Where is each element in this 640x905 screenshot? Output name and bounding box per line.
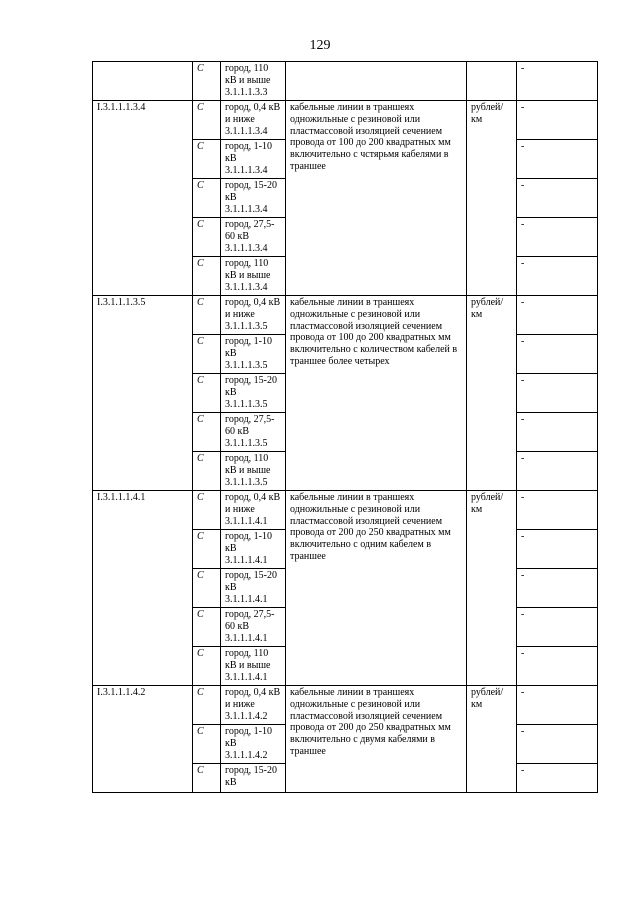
category-cell: город, 1-10 кВ 3.1.1.1.3.4: [221, 140, 286, 179]
unit-cell: [467, 62, 517, 101]
symbol-cell: С: [193, 647, 221, 686]
symbol-cell: С: [193, 62, 221, 101]
category-cell: город, 27,5-60 кВ 3.1.1.1.3.5: [221, 413, 286, 452]
code-cell: I.3.1.1.1.4.2: [93, 686, 193, 793]
category-cell: город, 0,4 кВ и ниже 3.1.1.1.4.2: [221, 686, 286, 725]
category-cell: город, 110 кВ и выше 3.1.1.1.3.3: [221, 62, 286, 101]
description-cell: [286, 62, 467, 101]
value-cell: -: [517, 257, 598, 296]
value-cell: -: [517, 491, 598, 530]
symbol-cell: С: [193, 179, 221, 218]
description-cell: кабельные линии в траншеях одножильные с резиновой или пластмассовой изоляцией сечением провода от 100 до 200 квадратных мм включительно с чстярьмя кабелями в траншее: [286, 101, 467, 296]
symbol-cell: С: [193, 764, 221, 793]
code-cell: [93, 62, 193, 101]
category-cell: город, 15-20 кВ 3.1.1.1.3.4: [221, 179, 286, 218]
value-cell: -: [517, 62, 598, 101]
category-cell: город, 27,5-60 кВ 3.1.1.1.4.1: [221, 608, 286, 647]
unit-cell: рублей/км: [467, 296, 517, 491]
value-cell: -: [517, 686, 598, 725]
code-cell: I.3.1.1.1.3.4: [93, 101, 193, 296]
table-row: [93, 101, 598, 140]
symbol-cell: С: [193, 296, 221, 335]
value-cell: -: [517, 179, 598, 218]
value-cell: -: [517, 296, 598, 335]
category-cell: город, 110 кВ и выше 3.1.1.1.3.4: [221, 257, 286, 296]
category-cell: город, 15-20 кВ 3.1.1.1.3.5: [221, 374, 286, 413]
category-cell: город, 27,5-60 кВ 3.1.1.1.3.4: [221, 218, 286, 257]
value-cell: -: [517, 647, 598, 686]
symbol-cell: С: [193, 101, 221, 140]
table-row: [93, 491, 598, 530]
table-row: [93, 296, 598, 335]
value-cell: -: [517, 608, 598, 647]
category-cell: город, 0,4 кВ и ниже 3.1.1.1.4.1: [221, 491, 286, 530]
tariff-table: [92, 61, 598, 793]
category-cell: город, 15-20 кВ 3.1.1.1.4.1: [221, 569, 286, 608]
symbol-cell: С: [193, 491, 221, 530]
code-cell: I.3.1.1.1.4.1: [93, 491, 193, 686]
category-cell: город, 0,4 кВ и ниже 3.1.1.1.3.4: [221, 101, 286, 140]
symbol-cell: С: [193, 257, 221, 296]
page-number: 129: [309, 38, 331, 53]
category-cell: город, 0,4 кВ и ниже 3.1.1.1.3.5: [221, 296, 286, 335]
description-cell: кабельные линии в траншеях одножильные с резиновой или пластмассовой изоляцией сечением провода от 100 до 200 квадратных мм включительно с количеством кабелей в траншее более четырех: [286, 296, 467, 491]
table-row: [93, 62, 598, 101]
value-cell: -: [517, 569, 598, 608]
code-cell: I.3.1.1.1.3.5: [93, 296, 193, 491]
symbol-cell: С: [193, 725, 221, 764]
category-cell: город, 1-10 кВ 3.1.1.1.4.1: [221, 530, 286, 569]
symbol-cell: С: [193, 335, 221, 374]
value-cell: -: [517, 101, 598, 140]
value-cell: -: [517, 218, 598, 257]
value-cell: -: [517, 413, 598, 452]
symbol-cell: С: [193, 452, 221, 491]
value-cell: -: [517, 140, 598, 179]
symbol-cell: С: [193, 218, 221, 257]
description-cell: кабельные линии в траншеях одножильные с резиновой или пластмассовой изоляцией сечением провода от 200 до 250 квадратных мм включительно с двумя кабелями в траншее: [286, 686, 467, 793]
symbol-cell: С: [193, 374, 221, 413]
table-row: [93, 686, 598, 725]
category-cell: город, 110 кВ и выше 3.1.1.1.3.5: [221, 452, 286, 491]
symbol-cell: С: [193, 140, 221, 179]
category-cell: город, 1-10 кВ 3.1.1.1.3.5: [221, 335, 286, 374]
category-cell: город, 110 кВ и выше 3.1.1.1.4.1: [221, 647, 286, 686]
value-cell: -: [517, 764, 598, 793]
symbol-cell: С: [193, 686, 221, 725]
value-cell: -: [517, 452, 598, 491]
symbol-cell: С: [193, 413, 221, 452]
description-cell: кабельные линии в траншеях одножильные с резиновой или пластмассовой изоляцией сечением провода от 200 до 250 квадратных мм включительно с одним кабелем в траншее: [286, 491, 467, 686]
unit-cell: рублей/км: [467, 686, 517, 793]
symbol-cell: С: [193, 569, 221, 608]
value-cell: -: [517, 335, 598, 374]
unit-cell: рублей/км: [467, 491, 517, 686]
category-cell: город, 1-10 кВ 3.1.1.1.4.2: [221, 725, 286, 764]
unit-cell: рублей/км: [467, 101, 517, 296]
category-cell: город, 15-20 кВ: [221, 764, 286, 793]
value-cell: -: [517, 530, 598, 569]
value-cell: -: [517, 725, 598, 764]
symbol-cell: С: [193, 608, 221, 647]
value-cell: -: [517, 374, 598, 413]
symbol-cell: С: [193, 530, 221, 569]
